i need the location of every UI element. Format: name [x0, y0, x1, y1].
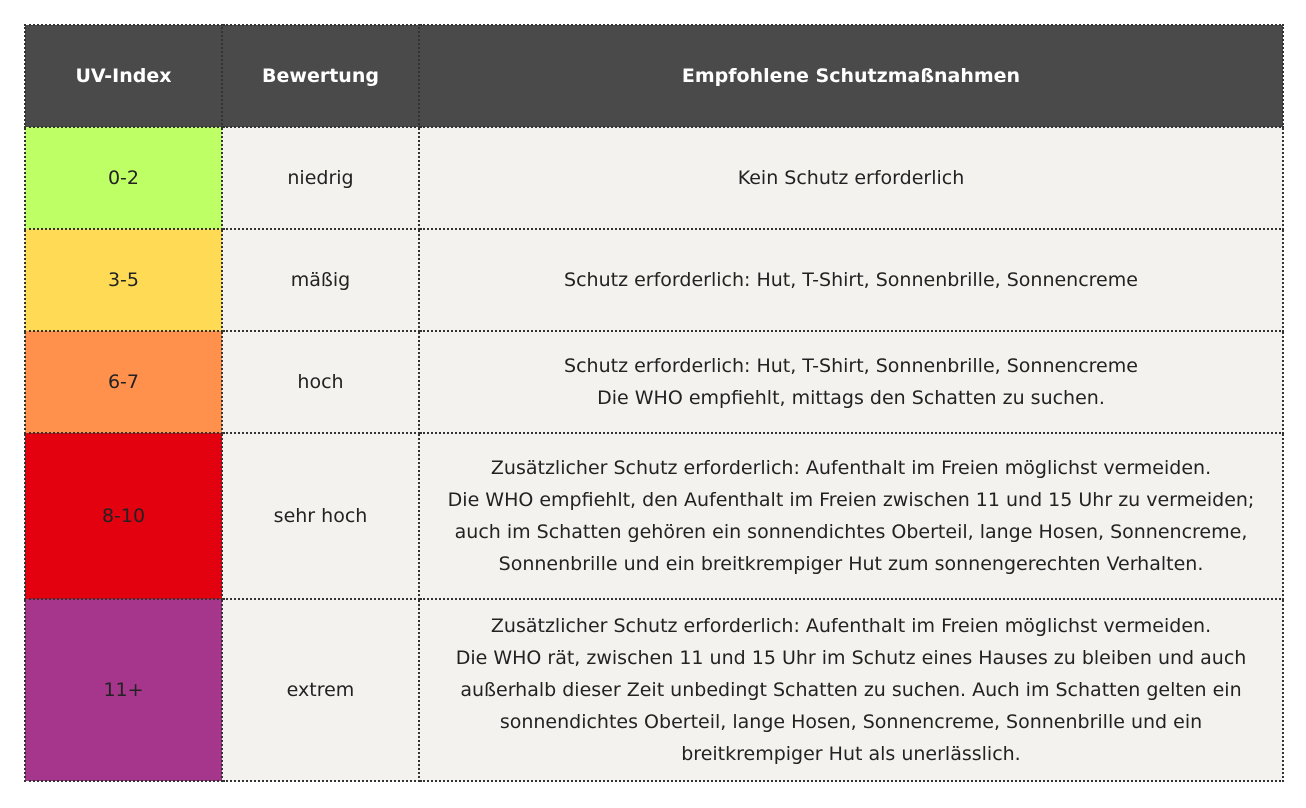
measures-line: Die WHO empfiehlt, mittags den Schatten zu suchen.: [597, 387, 1105, 409]
measures-cell: [419, 433, 1283, 599]
measures-line: Zusätzlicher Schutz erforderlich: Aufenthalt im Freien möglichst vermeiden.: [490, 457, 1212, 479]
measures-line: Sonnenbrille und ein breitkrempiger Hut zum sonnengerechten Verhalten.: [498, 553, 1204, 575]
uv-index-table: [24, 24, 1284, 782]
measures-cell: [419, 331, 1283, 433]
uv-index-cell: 3-5: [25, 229, 222, 331]
rating-cell: mäßig: [222, 229, 419, 331]
measures-line: Kein Schutz erforderlich: [737, 167, 965, 189]
table-row: [25, 331, 1283, 433]
measures-line: Zusätzlicher Schutz erforderlich: Aufenthalt im Freien möglichst vermeiden.: [490, 615, 1212, 637]
uv-index-cell: 0-2: [25, 127, 222, 229]
uv-index-cell: 6-7: [25, 331, 222, 433]
measures-cell: [419, 229, 1283, 331]
measures-line: Schutz erforderlich: Hut, T-Shirt, Sonnenbrille, Sonnencreme: [564, 355, 1138, 377]
rating-cell: niedrig: [222, 127, 419, 229]
measures-cell: [419, 127, 1283, 229]
measures-line: Die WHO rät, zwischen 11 und 15 Uhr im Schutz eines Hauses zu bleiben und auch: [455, 647, 1247, 669]
uv-index-cell: 11+: [25, 599, 222, 781]
measures-line: breitkrempiger Hut als unerlässlich.: [681, 743, 1021, 765]
measures-line: auch im Schatten gehören ein sonnendichtes Oberteil, lange Hosen, Sonnencreme,: [454, 521, 1248, 543]
measures-line: Die WHO empfiehlt, den Aufenthalt im Freien zwischen 11 und 15 Uhr zu vermeiden;: [447, 489, 1255, 511]
uv-index-cell: 8-10: [25, 433, 222, 599]
header-rating: Bewertung: [222, 25, 419, 127]
measures-line: außerhalb dieser Zeit unbedingt Schatten zu suchen. Auch im Schatten gelten ein: [460, 679, 1242, 701]
header-uv-index: UV-Index: [25, 25, 222, 127]
table-row: [25, 599, 1283, 781]
measures-line: sonnendichtes Oberteil, lange Hosen, Sonnencreme, Sonnenbrille und ein: [499, 711, 1203, 733]
rating-cell: hoch: [222, 331, 419, 433]
table-row: [25, 127, 1283, 229]
rating-cell: sehr hoch: [222, 433, 419, 599]
header-measures: Empfohlene Schutzmaßnahmen: [419, 25, 1283, 127]
measures-line: Schutz erforderlich: Hut, T-Shirt, Sonnenbrille, Sonnencreme: [564, 269, 1138, 291]
rating-cell: extrem: [222, 599, 419, 781]
measures-cell: [419, 599, 1283, 781]
header-row: [25, 25, 1283, 127]
table-row: [25, 433, 1283, 599]
table-row: [25, 229, 1283, 331]
